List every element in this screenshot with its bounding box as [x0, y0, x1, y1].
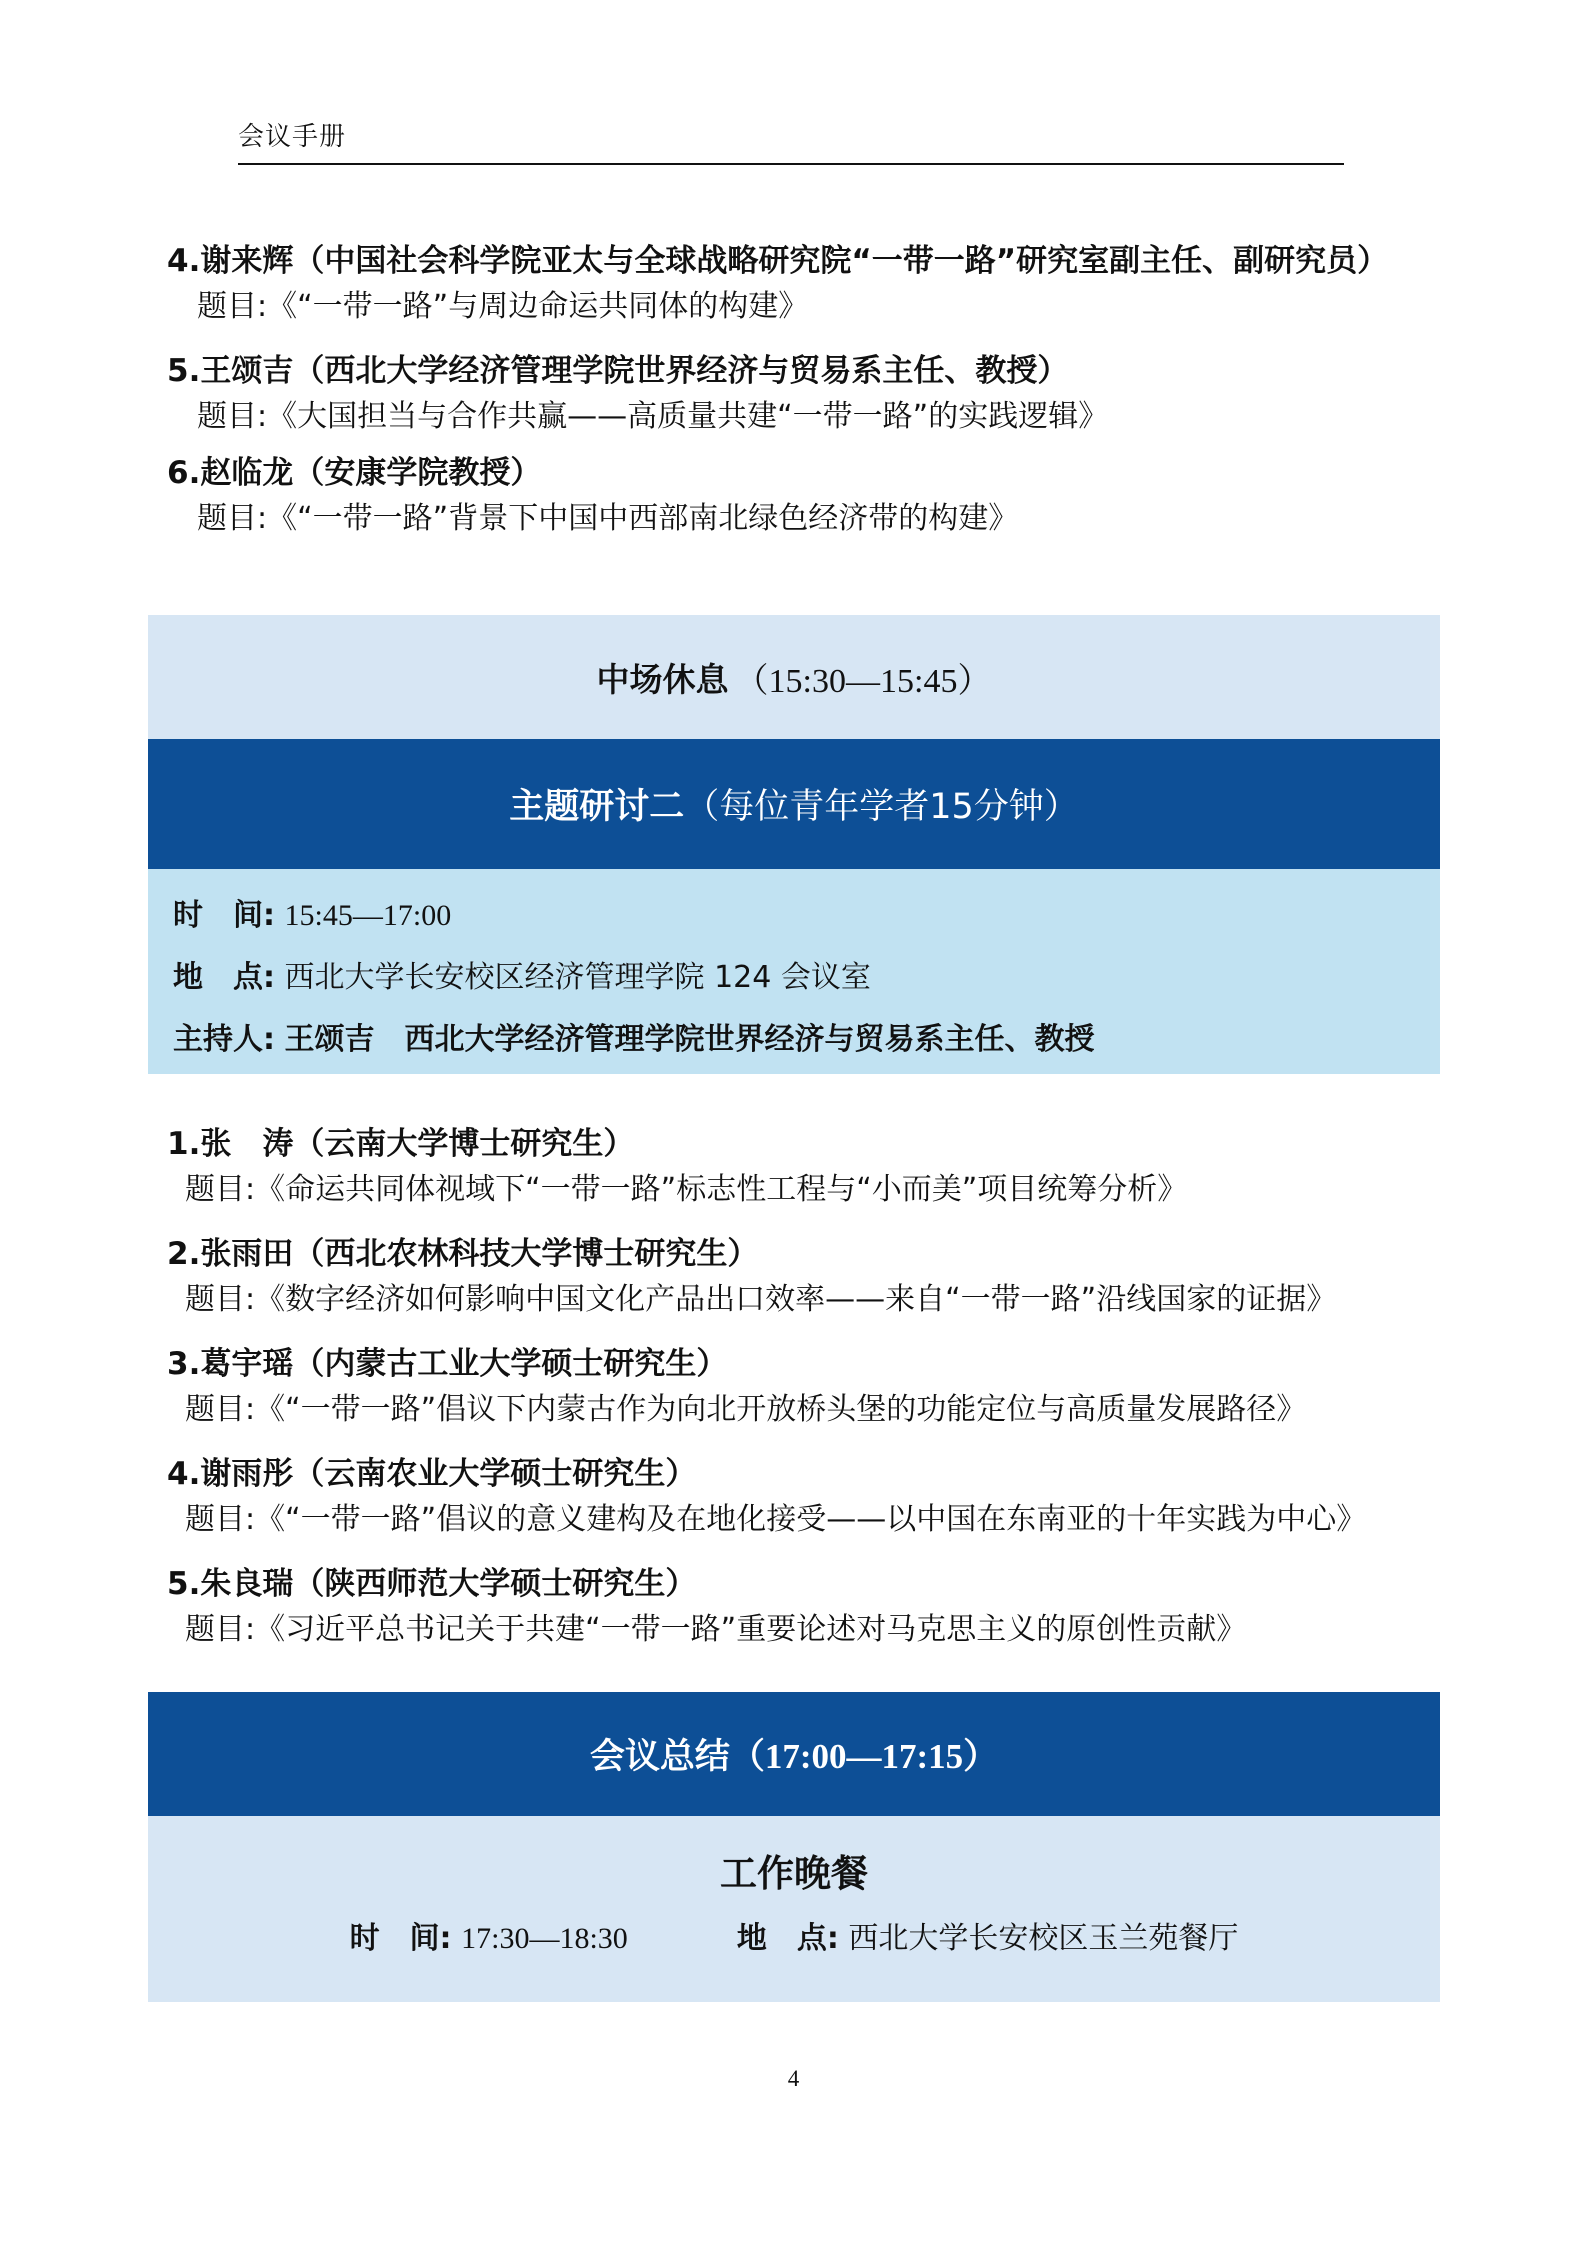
place-value: 西北大学长安校区经济管理学院 124 会议室	[284, 960, 871, 995]
speaker-list-part1	[167, 238, 1388, 560]
talk-title: 题目:《命运共同体视域下“一带一路”标志性工程与“小而美”项目统筹分析》	[185, 1172, 1188, 1207]
session2-note: （每位青年学者15分钟）	[684, 787, 1079, 827]
speaker-name: 1.张 涛（云南大学博士研究生）	[167, 1126, 635, 1162]
host-label: 主持人:	[173, 1022, 275, 1057]
speaker-name: 3.葛宇瑶（内蒙古工业大学硕士研究生）	[167, 1346, 728, 1382]
speaker-name: 6.赵临龙（安康学院教授）	[167, 455, 542, 491]
talk-title: 题目:《“一带一路”与周边命运共同体的构建》	[197, 289, 809, 324]
session-place-row	[173, 947, 1440, 1009]
talk-title: 题目:《“一带一路”背景下中国中西部南北绿色经济带的构建》	[197, 501, 1019, 536]
speaker-name: 4.谢来辉（中国社会科学院亚太与全球战略研究院“一带一路”研究室副主任、副研究员）	[167, 243, 1389, 279]
talk-title: 题目:《习近平总书记关于共建“一带一路”重要论述对马克思主义的原创性贡献》	[185, 1612, 1247, 1647]
list-item	[167, 1231, 1366, 1323]
speaker-name: 4.谢雨彤（云南农业大学硕士研究生）	[167, 1456, 697, 1492]
summary-time: （17:00—17:15）	[729, 1737, 999, 1776]
session2-label: 主题研讨二	[509, 787, 685, 827]
time-value: 15:45—17:00	[284, 899, 452, 932]
talk-title: 题目:《“一带一路”倡议的意义建构及在地化接受——以中国在东南亚的十年实践为中心》	[185, 1502, 1367, 1537]
dinner-time-label: 时 间:	[349, 1921, 452, 1956]
speaker-name: 5.王颂吉（西北大学经济管理学院世界经济与贸易系主任、教授）	[167, 353, 1069, 389]
speaker-list-part2	[167, 1121, 1366, 1671]
dinner-place-label: 地 点:	[736, 1921, 839, 1956]
dinner-title: 工作晚餐	[720, 1852, 868, 1895]
page-header	[238, 116, 1344, 165]
break-label: 中场休息	[596, 659, 729, 699]
list-item	[167, 1121, 1366, 1213]
talk-title: 题目:《大国担当与合作共赢——高质量共建“一带一路”的实践逻辑》	[197, 399, 1109, 434]
host-value: 王颂吉 西北大学经济管理学院世界经济与贸易系主任、教授	[284, 1022, 1095, 1057]
time-label: 时 间:	[173, 898, 275, 933]
list-item	[167, 1341, 1366, 1433]
dinner-place-value: 西北大学长安校区玉兰苑餐厅	[848, 1921, 1239, 1956]
list-item	[167, 1451, 1366, 1543]
dinner-section	[148, 1816, 1440, 2002]
list-item	[167, 1561, 1366, 1653]
handbook-title: 会议手册	[238, 122, 347, 152]
summary-label: 会议总结	[589, 1737, 730, 1777]
session-time-row	[173, 885, 1440, 947]
speaker-name: 5.朱良瑞（陕西师范大学硕士研究生）	[167, 1566, 697, 1602]
session2-info	[148, 869, 1440, 1074]
talk-title: 题目:《“一带一路”倡议下内蒙古作为向北开放桥头堡的功能定位与高质量发展路径》	[185, 1392, 1307, 1427]
list-item	[167, 450, 1388, 542]
dinner-time-value: 17:30—18:30	[461, 1922, 628, 1955]
talk-title: 题目:《数字经济如何影响中国文化产品出口效率——来自“一带一路”沿线国家的证据》	[185, 1282, 1337, 1317]
break-time: （15:30—15:45）	[734, 662, 992, 700]
dinner-details	[148, 1912, 1440, 1966]
page-number: 4	[787, 2066, 800, 2091]
list-item	[167, 348, 1388, 440]
session2-banner	[148, 739, 1440, 869]
list-item	[167, 238, 1388, 330]
speaker-name: 2.张雨田（西北农林科技大学博士研究生）	[167, 1236, 759, 1272]
place-label: 地 点:	[173, 960, 275, 995]
session-host-row	[173, 1009, 1440, 1071]
break-banner	[148, 615, 1440, 739]
summary-banner	[148, 1692, 1440, 1816]
